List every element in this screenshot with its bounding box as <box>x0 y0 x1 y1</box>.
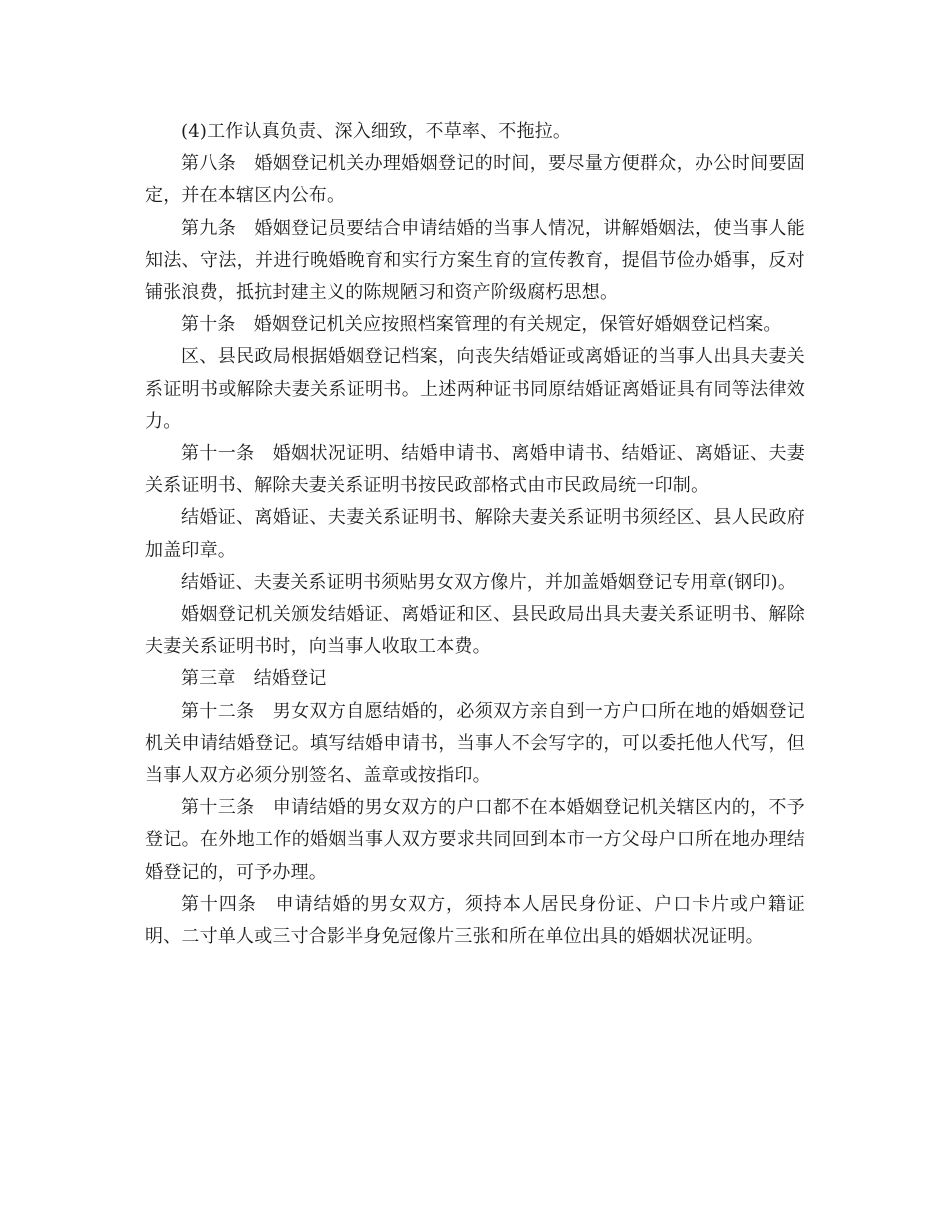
article-11: 第十一条 婚姻状况证明、结婚申请书、离婚申请书、结婚证、离婚证、夫妻关系证明书、解除夫妻关系证明书按民政部格式由市民政局统一印制。 <box>145 443 805 497</box>
document-body <box>145 116 805 953</box>
article-12: 第十二条 男女双方自愿结婚的，必须双方亲自到一方户口所在地的婚姻登记机关申请结婚登记。填写结婚申请书，当事人不会写字的，可以委托他人代写，但当事人双方必须分别签名、盖章或按指印。 <box>145 700 805 787</box>
chapter-3-heading: 第三章 结婚登记 <box>181 668 327 690</box>
article-11-clause-3: 结婚证、夫妻关系证明书须贴男女双方像片，并加盖婚姻登记专用章(钢印)。 <box>181 571 797 593</box>
article-14: 第十四条 申请结婚的男女双方，须持本人居民身份证、户口卡片或户籍证明、二寸单人或三寸合影半身免冠像片三张和所在单位出具的婚姻状况证明。 <box>145 893 805 948</box>
article-11-clause-4: 婚姻登记机关颁发结婚证、离婚证和区、县民政局出具夫妻关系证明书、解除夫妻关系证明书时，向当事人收取工本费。 <box>145 604 805 658</box>
article-13: 第十三条 申请结婚的男女双方的户口都不在本婚姻登记机关辖区内的，不予登记。在外地工作的婚姻当事人双方要求共同回到本市一方父母户口所在地办理结婚登记的，可予办理。 <box>145 797 805 883</box>
article-9: 第九条 婚姻登记员要结合申请结婚的当事人情况，讲解婚姻法，使当事人能知法、守法，并进行晚婚晚育和实行方案生育的宣传教育，提倡节俭办婚事，反对铺张浪费，抵抗封建主义的陈规陋习和资产阶级腐朽思想。 <box>145 217 805 304</box>
article-10-clause-2: 区、县民政局根据婚姻登记档案，向丧失结婚证或离婚证的当事人出具夫妻关系证明书或解除夫妻关系证明书。上述两种证书同原结婚证离婚证具有同等法律效力。 <box>145 346 805 432</box>
article-10: 第十条 婚姻登记机关应按照档案管理的有关规定，保管好婚姻登记档案。 <box>181 314 782 336</box>
paragraph-item-4: (4)工作认真负责、深入细致，不草率、不拖拉。 <box>181 121 572 142</box>
article-8: 第八条 婚姻登记机关办理婚姻登记的时间，要尽量方便群众，办公时间要固定，并在本辖区内公布。 <box>145 153 805 207</box>
article-11-clause-2: 结婚证、离婚证、夫妻关系证明书、解除夫妻关系证明书须经区、县人民政府加盖印章。 <box>145 507 805 561</box>
